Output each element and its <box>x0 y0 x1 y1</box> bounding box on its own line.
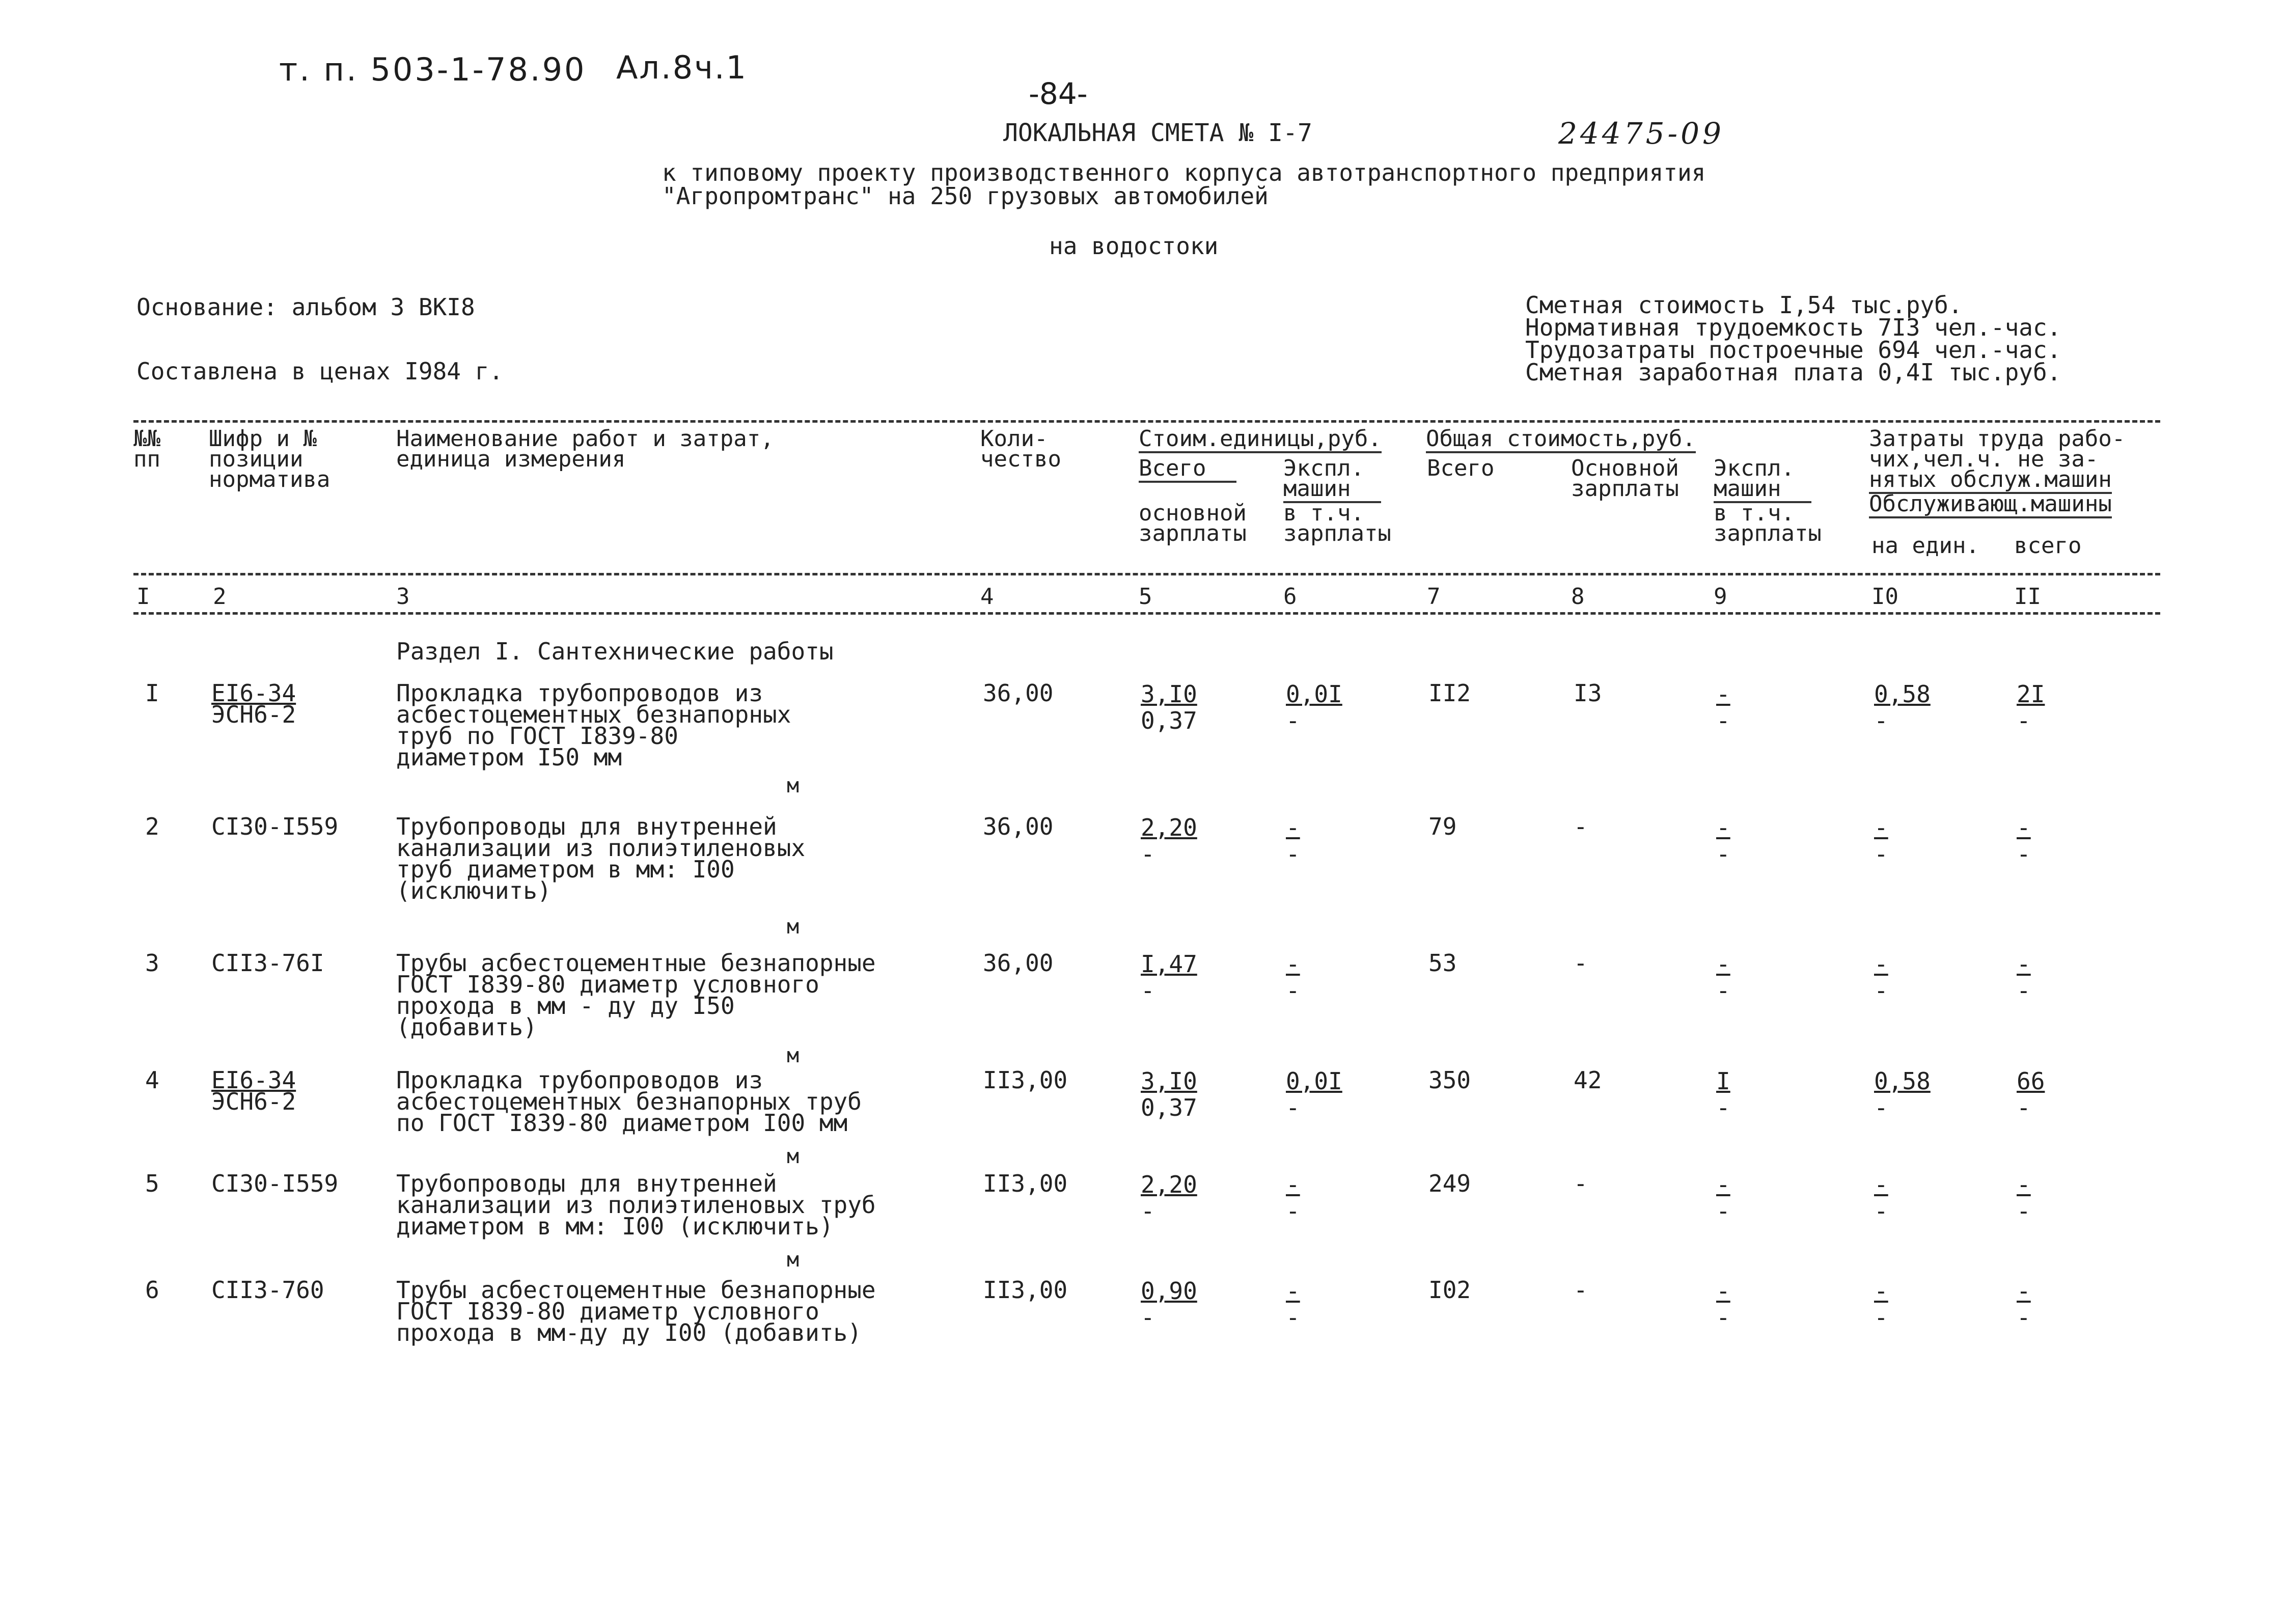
row-unit-machines-top: - <box>1286 950 1300 978</box>
row-unit-cost-bottom: - <box>1141 840 1155 868</box>
row-unit-cost <box>1141 1279 1197 1329</box>
name-line: ГОСТ I839-80 диаметр условного <box>396 1298 819 1325</box>
row-labor-unit-top: 0,58 <box>1874 680 1931 708</box>
name-line: труб по ГОСТ I839-80 <box>396 722 678 750</box>
row-unit-machines-top: - <box>1286 1277 1300 1305</box>
col-number-3: 3 <box>396 584 410 610</box>
col-number-1: I <box>136 584 150 610</box>
album-code: Ал.8ч.1 <box>616 49 748 86</box>
row-total-machines-bottom: - <box>1716 707 1730 734</box>
row-unit: м <box>787 1044 800 1067</box>
row-unit-machines-top: 0,0I <box>1286 680 1342 708</box>
row-total-machines-bottom: - <box>1716 1094 1730 1121</box>
row-labor-unit-top: - <box>1874 950 1888 978</box>
row-labor-total-bottom: - <box>2017 840 2031 868</box>
row-labor-unit <box>1874 1069 1931 1119</box>
row-labor-unit-top: - <box>1874 1277 1888 1305</box>
code-line: СII3-76I <box>211 949 324 977</box>
col5-header: Всего основной зарплаты <box>1139 455 1247 546</box>
row-unit-cost-top: 2,20 <box>1141 814 1197 841</box>
row-name <box>396 813 806 904</box>
row-code <box>211 679 296 728</box>
estimate-title: ЛОКАЛЬНАЯ СМЕТА № I-7 <box>1003 119 1312 147</box>
row-number: 5 <box>145 1170 159 1197</box>
name-line: Прокладка трубопроводов из <box>396 1066 763 1094</box>
name-line: Трубопроводы для внутренней <box>396 813 777 840</box>
row-labor-unit-bottom: - <box>1874 840 1888 868</box>
row-labor-unit-top: - <box>1874 1171 1888 1198</box>
name-line: прохода в мм-ду ду I00 (добавить) <box>396 1319 862 1346</box>
row-unit-cost-top: 0,90 <box>1141 1277 1197 1305</box>
row-unit-cost-top: 2,20 <box>1141 1171 1197 1198</box>
name-line: Прокладка трубопроводов из <box>396 679 763 707</box>
row-unit-machines-bottom: - <box>1286 1094 1300 1121</box>
col6-header: Экспл. машин в т.ч. зарплаты <box>1283 455 1391 546</box>
row-labor-total-bottom: - <box>2017 707 2031 734</box>
section-title: Раздел I. Сантехнические работы <box>396 638 834 665</box>
row-total-machines <box>1716 952 1730 1002</box>
row-total-machines-top: - <box>1716 1277 1730 1305</box>
row-total-machines-top: - <box>1716 814 1730 841</box>
row-number: 2 <box>145 813 159 840</box>
name-line: канализации из полиэтиленовых <box>396 834 806 862</box>
row-unit-machines-top: 0,0I <box>1286 1067 1342 1095</box>
col8-header: Основной зарплаты <box>1571 455 1679 502</box>
row-unit: м <box>787 1145 800 1168</box>
row-total-machines-top: - <box>1716 680 1730 708</box>
name-line: ГОСТ I839-80 диаметр условного <box>396 971 819 998</box>
row-labor-unit <box>1874 682 1931 732</box>
row-quantity: 36,00 <box>983 679 1054 707</box>
row-total-machines-bottom: - <box>1716 1304 1730 1331</box>
row-unit: м <box>787 915 800 939</box>
row-total: II2 <box>1428 679 1471 707</box>
total-cost-group-header: Общая стоимость,руб. <box>1426 429 1696 453</box>
basis-text: Основание: альбом 3 ВКI8 <box>136 293 475 321</box>
col1-header: №№ пп <box>133 426 160 472</box>
name-line: прохода в мм - ду ду I50 <box>396 992 735 1020</box>
row-unit-machines-bottom: - <box>1286 1304 1300 1331</box>
col11-header: всего <box>2014 533 2082 559</box>
row-unit-cost-bottom: 0,37 <box>1141 707 1197 734</box>
name-line: Трубы асбестоцементные безнапорные <box>396 949 876 977</box>
col7-header: Всего <box>1427 455 1495 481</box>
row-code <box>211 1276 324 1304</box>
row-total: 249 <box>1428 1170 1471 1197</box>
code-line: СII3-760 <box>211 1276 324 1304</box>
code-line: ЭСН6-2 <box>211 1088 296 1115</box>
code-line: ЕI6-34 <box>211 679 296 707</box>
row-total-wages: 42 <box>1574 1066 1602 1094</box>
row-unit-machines-top: - <box>1286 1171 1300 1198</box>
col-number-8: 8 <box>1571 584 1585 610</box>
row-unit-cost-top: 3,I0 <box>1141 680 1197 708</box>
code-line: ЕI6-34 <box>211 1066 296 1094</box>
project-code: т. п. 503-1-78.90 <box>279 51 587 88</box>
row-code <box>211 813 339 840</box>
code-line: СI30-I559 <box>211 1170 339 1197</box>
row-labor-total <box>2017 1173 2031 1223</box>
row-code <box>211 1066 296 1115</box>
unit-cost-group-header: Стоим.единицы,руб. <box>1139 429 1382 453</box>
row-number: I <box>145 679 159 707</box>
row-total: 350 <box>1428 1066 1471 1094</box>
row-unit-cost <box>1141 1069 1197 1119</box>
prices-text: Составлена в ценах I984 г. <box>136 357 504 385</box>
row-labor-total <box>2017 1069 2045 1119</box>
row-unit-cost-bottom: - <box>1141 977 1155 1004</box>
row-quantity: 36,00 <box>983 949 1054 977</box>
row-labor-unit-top: 0,58 <box>1874 1067 1931 1095</box>
name-line: Трубопроводы для внутренней <box>396 1170 777 1197</box>
row-total: 79 <box>1428 813 1457 840</box>
name-line: труб диаметром в мм: I00 <box>396 856 735 883</box>
row-name <box>396 949 876 1041</box>
row-unit-cost <box>1141 816 1197 866</box>
row-labor-total-top: - <box>2017 814 2031 841</box>
row-unit-cost-bottom: - <box>1141 1197 1155 1225</box>
row-labor-unit <box>1874 1173 1888 1223</box>
row-unit-cost <box>1141 952 1197 1002</box>
row-labor-total <box>2017 1279 2031 1329</box>
summary-cost: Сметная стоимость I,54 тыс.руб. <box>1525 291 1963 319</box>
name-line: по ГОСТ I839-80 диаметром I00 мм <box>396 1109 848 1137</box>
row-unit-machines-top: - <box>1286 814 1300 841</box>
row-total: 53 <box>1428 949 1457 977</box>
col-number-2: 2 <box>213 584 227 610</box>
row-labor-total-top: - <box>2017 1171 2031 1198</box>
name-line: (добавить) <box>396 1013 537 1041</box>
row-unit-cost-top: I,47 <box>1141 950 1197 978</box>
row-labor-unit-bottom: - <box>1874 977 1888 1004</box>
summary-labor-site: Трудозатраты построечные 694 чел.-час. <box>1525 336 2061 364</box>
row-labor-total <box>2017 952 2031 1002</box>
row-name <box>396 679 791 771</box>
row-unit-machines <box>1286 816 1300 866</box>
row-labor-unit-bottom: - <box>1874 1197 1888 1225</box>
row-name <box>396 1276 876 1346</box>
col-number-5: 5 <box>1139 584 1152 610</box>
row-unit-machines <box>1286 1173 1300 1223</box>
row-labor-unit-top: - <box>1874 814 1888 841</box>
name-line: асбестоцементных безнапорных <box>396 701 791 728</box>
row-unit-machines-bottom: - <box>1286 840 1300 868</box>
row-unit-machines-bottom: - <box>1286 1197 1300 1225</box>
row-labor-unit <box>1874 816 1888 866</box>
row-number: 3 <box>145 949 159 977</box>
row-labor-unit-bottom: - <box>1874 1094 1888 1121</box>
row-unit-cost <box>1141 682 1197 732</box>
row-unit-machines <box>1286 1279 1300 1329</box>
row-labor-total <box>2017 816 2031 866</box>
row-total-machines <box>1716 1279 1730 1329</box>
row-unit-cost-bottom: - <box>1141 1304 1155 1331</box>
row-total-wages: - <box>1574 813 1588 840</box>
document-number: 24475-09 <box>1558 116 1724 151</box>
row-labor-total-top: 66 <box>2017 1067 2045 1095</box>
col-number-7: 7 <box>1427 584 1441 610</box>
code-line: СI30-I559 <box>211 813 339 840</box>
row-labor-total-bottom: - <box>2017 1094 2031 1121</box>
row-unit-cost-bottom: 0,37 <box>1141 1094 1197 1121</box>
summary-labor-norm: Нормативная трудоемкость 7I3 чел.-час. <box>1525 314 2061 341</box>
row-number: 6 <box>145 1276 159 1304</box>
col2-header: Шифр и № позиции норматива <box>209 426 331 492</box>
row-unit-cost <box>1141 1173 1197 1223</box>
col3-header: Наименование работ и затрат, единица измерения <box>396 426 774 472</box>
row-total-machines-top: - <box>1716 1171 1730 1198</box>
row-quantity: II3,00 <box>983 1170 1068 1197</box>
summary-wages: Сметная заработная плата 0,4I тыс.руб. <box>1525 359 2061 386</box>
row-total-machines-top: I <box>1716 1067 1730 1095</box>
row-labor-unit-bottom: - <box>1874 1304 1888 1331</box>
header-mid-rule <box>133 573 2160 575</box>
row-name <box>396 1170 876 1240</box>
row-quantity: 36,00 <box>983 813 1054 840</box>
row-labor-unit <box>1874 1279 1888 1329</box>
col-number-11: II <box>2014 584 2041 610</box>
row-total-wages: I3 <box>1574 679 1602 707</box>
row-quantity: II3,00 <box>983 1066 1068 1094</box>
row-labor-total-bottom: - <box>2017 1304 2031 1331</box>
name-line: диаметром в мм: I00 (исключить) <box>396 1213 834 1240</box>
row-total-machines <box>1716 1173 1730 1223</box>
row-total-machines-bottom: - <box>1716 840 1730 868</box>
row-total-machines-bottom: - <box>1716 1197 1730 1225</box>
page-number: -84- <box>1029 76 1088 111</box>
name-line: асбестоцементных безнапорных труб <box>396 1088 862 1115</box>
row-labor-total-top: 2I <box>2017 680 2045 708</box>
row-unit-machines <box>1286 682 1342 732</box>
labor-group-header: Затраты труда рабо- чих,чел.ч. не за- нятых обслуж.машин Обслуживающ.машины <box>1869 429 2125 518</box>
col10-header: на един. <box>1871 533 1979 559</box>
col-number-10: I0 <box>1871 584 1898 610</box>
row-unit-cost-top: 3,I0 <box>1141 1067 1197 1095</box>
name-line: Трубы асбестоцементные безнапорные <box>396 1276 876 1304</box>
col-number-9: 9 <box>1714 584 1727 610</box>
name-line: диаметром I50 мм <box>396 744 622 771</box>
row-total-machines-bottom: - <box>1716 977 1730 1004</box>
name-line: канализации из полиэтиленовых труб <box>396 1191 876 1219</box>
title-line-1: к типовому проекту производственного корпуса автотранспортного предприятия <box>662 159 1706 186</box>
row-total-machines <box>1716 816 1730 866</box>
code-line: ЭСН6-2 <box>211 701 296 728</box>
row-total-wages: - <box>1574 1170 1588 1197</box>
row-unit-machines-bottom: - <box>1286 707 1300 734</box>
row-total: I02 <box>1428 1276 1471 1304</box>
row-labor-total-bottom: - <box>2017 1197 2031 1225</box>
row-number: 4 <box>145 1066 159 1094</box>
row-labor-unit <box>1874 952 1888 1002</box>
row-unit-machines-bottom: - <box>1286 977 1300 1004</box>
col-number-6: 6 <box>1283 584 1297 610</box>
row-quantity: II3,00 <box>983 1276 1068 1304</box>
row-code <box>211 949 324 977</box>
name-line: (исключить) <box>396 877 552 904</box>
row-total-machines <box>1716 1069 1730 1119</box>
header-top-rule <box>133 420 2160 423</box>
row-total-machines <box>1716 682 1730 732</box>
row-labor-total-bottom: - <box>2017 977 2031 1004</box>
row-labor-unit-bottom: - <box>1874 707 1888 734</box>
row-name <box>396 1066 862 1137</box>
row-labor-total-top: - <box>2017 1277 2031 1305</box>
estimate-subject: на водостоки <box>1049 232 1219 260</box>
row-labor-total <box>2017 682 2045 732</box>
col4-header: Коли- чество <box>980 426 1061 472</box>
row-total-machines-top: - <box>1716 950 1730 978</box>
row-total-wages: - <box>1574 1276 1588 1304</box>
row-code <box>211 1170 339 1197</box>
row-unit-machines <box>1286 1069 1342 1119</box>
col-number-4: 4 <box>980 584 994 610</box>
col9-header: Экспл. машин в т.ч. зарплаты <box>1714 455 1822 546</box>
title-line-2: "Агропромтранс" на 250 грузовых автомобилей <box>662 182 1269 210</box>
row-unit: м <box>787 774 800 797</box>
row-unit-machines <box>1286 952 1300 1002</box>
row-unit: м <box>787 1248 800 1272</box>
row-labor-total-top: - <box>2017 950 2031 978</box>
row-total-wages: - <box>1574 949 1588 977</box>
header-bottom-rule <box>133 612 2160 615</box>
